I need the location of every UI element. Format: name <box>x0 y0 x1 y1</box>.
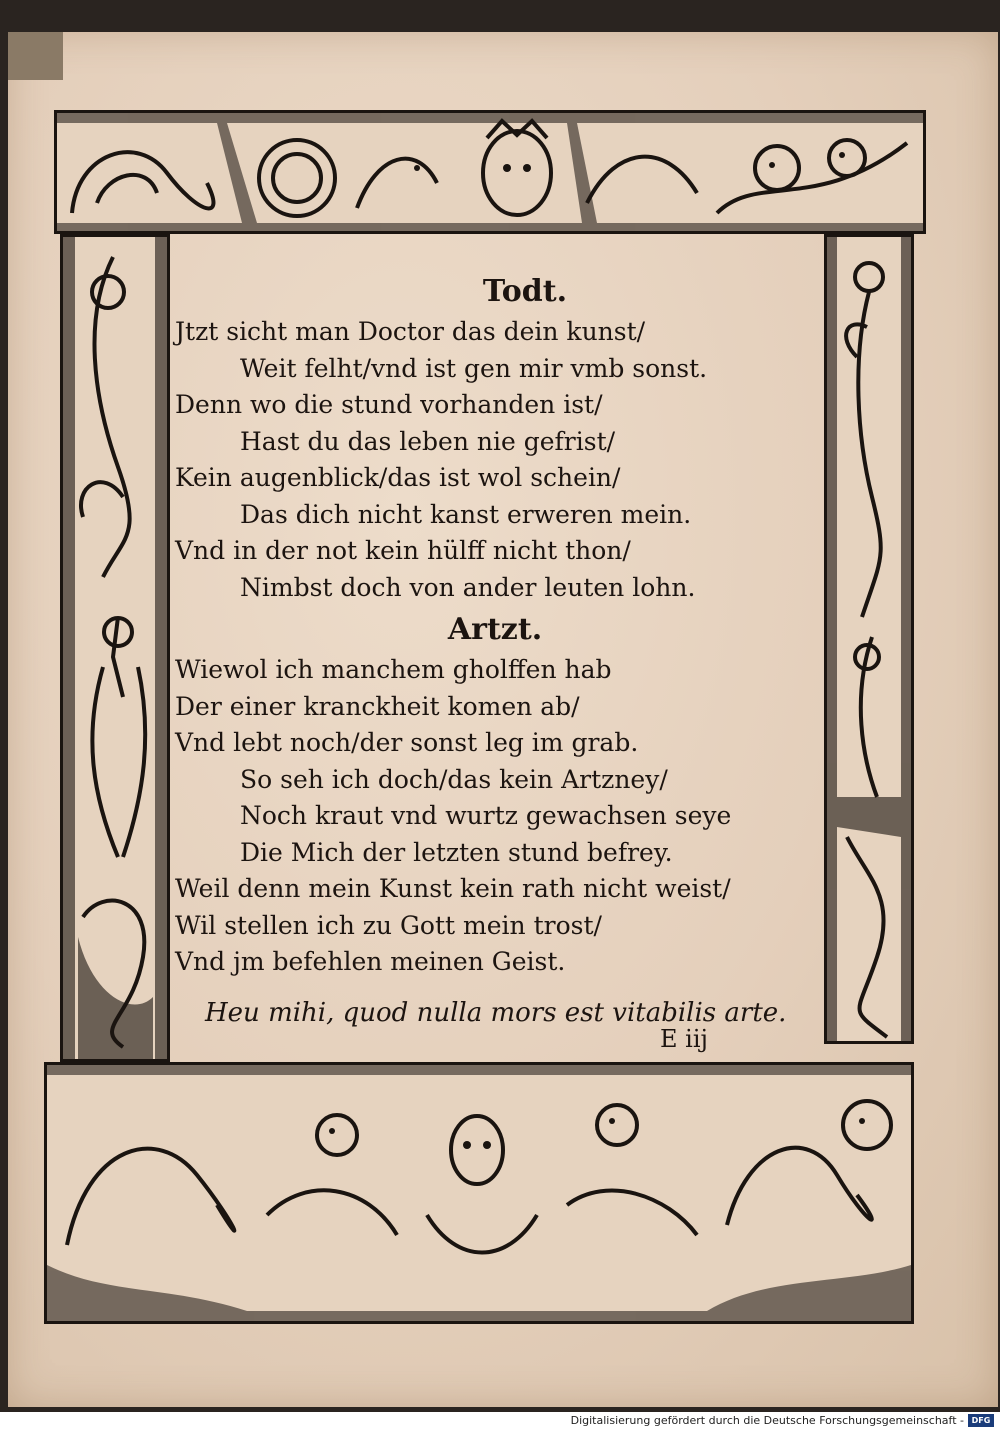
woodcut-ornament-icon <box>827 237 911 1041</box>
verse-line: Denn wo die stund vorhanden ist/ <box>175 390 603 419</box>
verse-line: Jtzt sicht man Doctor das dein kunst/ <box>175 317 646 346</box>
woodcut-border-bottom <box>44 1062 914 1324</box>
woodcut-ornament-icon <box>47 1065 911 1321</box>
verse-line: Die Mich der letzten stund befrey. <box>240 837 673 867</box>
physician-verses <box>175 652 835 981</box>
verse-line: Vnd in der not kein hülff nicht thon/ <box>175 536 631 565</box>
dfg-logo-icon: DFG <box>968 1414 994 1427</box>
verse-line: Weil denn mein Kunst kein rath nicht weist/ <box>175 874 731 903</box>
verse-line: Nimbst doch von ander leuten lohn. <box>240 572 696 602</box>
woodcut-border-left <box>60 234 170 1062</box>
verse-line: Kein augenblick/das ist wol schein/ <box>175 463 621 492</box>
verse-line: Wil stellen ich zu Gott mein trost/ <box>175 910 602 940</box>
verse-line: Vnd lebt noch/der sonst leg im grab. <box>175 728 639 757</box>
verse-line: So seh ich doch/das kein Artzney/ <box>240 764 668 794</box>
poem-text-block <box>175 240 835 1055</box>
death-heading: Todt. <box>482 274 568 309</box>
verse-line: Der einer kranckheit komen ab/ <box>175 691 580 721</box>
woodcut-ornament-icon <box>63 237 167 1059</box>
death-verses <box>175 314 835 606</box>
latin-motto: Heu mihi, quod nulla mors est vitabilis arte. <box>205 997 787 1028</box>
woodcut-ornament-icon <box>57 113 923 231</box>
verse-line: Hast du das leben nie gefrist/ <box>240 426 616 456</box>
verse-line: Weit felht/vnd ist gen mir vmb sonst. <box>240 353 708 383</box>
woodcut-border-top <box>54 110 926 234</box>
digitization-footer <box>0 1412 1000 1430</box>
book-spine-edge <box>8 32 63 80</box>
funding-credit: Digitalisierung gefördert durch die Deutsche Forschungsgemeinschaft - <box>570 1414 964 1427</box>
verse-line: Vnd jm befehlen meinen Geist. <box>175 947 566 976</box>
verse-line: Wiewol ich manchem gholffen hab <box>175 655 612 684</box>
verse-line: Das dich nicht kanst erweren mein. <box>240 499 692 529</box>
verse-line: Noch kraut vnd wurtz gewachsen seye <box>240 801 732 830</box>
woodcut-border-right <box>824 234 914 1044</box>
signature-mark: E iij <box>660 1025 708 1053</box>
physician-heading: Artzt. <box>447 612 543 647</box>
